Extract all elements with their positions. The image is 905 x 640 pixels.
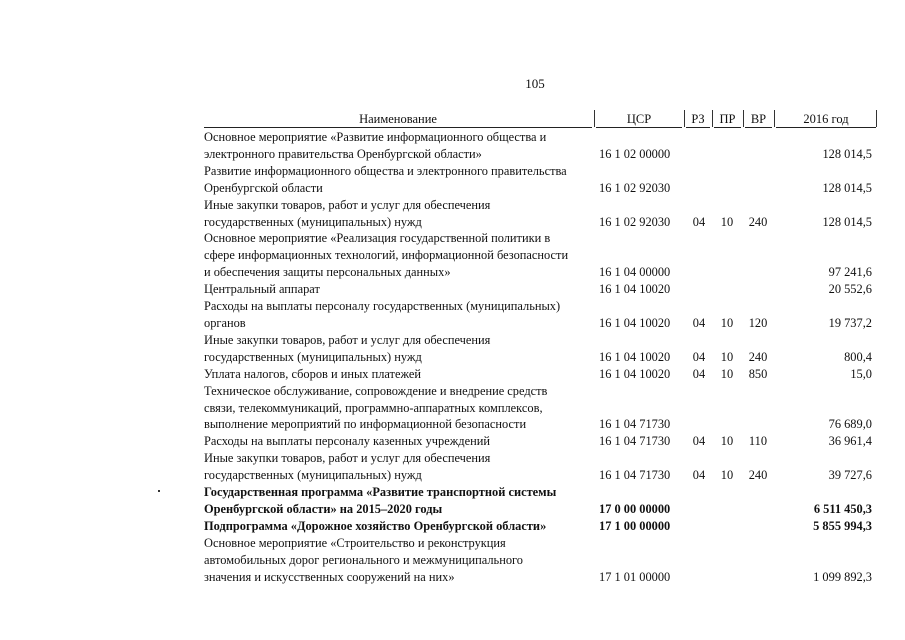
row-name bbox=[204, 484, 589, 518]
row-amount: 128 014,5 bbox=[822, 180, 872, 195]
row-pr: 10 bbox=[720, 434, 734, 449]
row-name-line: органов bbox=[204, 315, 246, 330]
row-name bbox=[204, 383, 589, 434]
row-csr: 16 1 04 10020 bbox=[599, 366, 671, 381]
row-csr: 16 1 04 71730 bbox=[599, 434, 671, 449]
header-divider bbox=[774, 110, 775, 127]
row-csr: 16 1 04 00000 bbox=[599, 265, 671, 280]
row-csr: 16 1 02 00000 bbox=[599, 146, 671, 161]
row-vr: 240 bbox=[748, 349, 768, 364]
row-pr: 10 bbox=[720, 468, 734, 483]
table-row bbox=[204, 450, 884, 484]
row-name-line: Иные закупки товаров, работ и услуг для обеспечения bbox=[204, 197, 491, 212]
row-amount: 76 689,0 bbox=[828, 417, 872, 432]
table-row bbox=[204, 383, 884, 434]
row-name-line: Расходы на выплаты персоналу государственных (муниципальных) bbox=[204, 299, 561, 314]
row-amount: 39 727,6 bbox=[828, 468, 872, 483]
row-csr: 16 1 02 92030 bbox=[599, 180, 671, 195]
table-row bbox=[204, 535, 884, 586]
table-row bbox=[204, 281, 884, 298]
row-rz: 04 bbox=[692, 349, 706, 364]
row-name-line: Расходы на выплаты персоналу казенных учреждений bbox=[204, 434, 490, 449]
row-name bbox=[204, 298, 589, 332]
table-row bbox=[204, 230, 884, 281]
header-year: 2016 год bbox=[776, 108, 876, 128]
header-divider bbox=[712, 110, 713, 127]
row-pr: 10 bbox=[720, 315, 734, 330]
row-name bbox=[204, 129, 589, 163]
row-vr: 240 bbox=[748, 214, 768, 229]
table-row bbox=[204, 298, 884, 332]
row-amount: 6 511 450,3 bbox=[813, 501, 872, 516]
row-csr: 17 0 00 00000 bbox=[599, 501, 671, 516]
row-name-line: значения и искусственных сооружений на них» bbox=[204, 569, 455, 584]
row-name-line: выполнение мероприятий по информационной безопасности bbox=[204, 417, 527, 432]
row-name-line: связи, телекоммуникаций, программно-аппаратных комплексов, bbox=[204, 400, 543, 415]
scan-speck bbox=[158, 490, 160, 492]
row-name-line: автомобильных дорог регионального и межмуниципального bbox=[204, 552, 524, 567]
table-body bbox=[204, 129, 884, 585]
row-csr: 16 1 02 92030 bbox=[599, 214, 671, 229]
row-pr: 10 bbox=[720, 349, 734, 364]
row-name-line: Основное мероприятие «Реализация государственной политики в bbox=[204, 231, 551, 246]
row-csr: 17 1 01 00000 bbox=[599, 569, 671, 584]
page-number: 105 bbox=[525, 76, 545, 91]
row-amount: 15,0 bbox=[850, 366, 872, 381]
row-vr: 120 bbox=[748, 315, 768, 330]
row-name bbox=[204, 332, 589, 366]
row-csr: 16 1 04 10020 bbox=[599, 349, 671, 364]
row-name-line: государственных (муниципальных) нужд bbox=[204, 349, 422, 364]
table-header bbox=[204, 108, 877, 128]
row-name-line: Основное мероприятие «Строительство и реконструкция bbox=[204, 535, 506, 550]
row-name bbox=[204, 433, 589, 450]
row-amount: 1 099 892,3 bbox=[813, 569, 872, 584]
row-name-line: сфере информационных технологий, информационной безопасности bbox=[204, 248, 569, 263]
row-name-line: государственных (муниципальных) нужд bbox=[204, 468, 422, 483]
row-name-line: Уплата налогов, сборов и иных платежей bbox=[204, 366, 422, 381]
row-name-line: и обеспечения защиты персональных данных» bbox=[204, 265, 451, 280]
header-divider bbox=[684, 110, 685, 127]
row-vr: 240 bbox=[748, 468, 768, 483]
row-name-line: государственных (муниципальных) нужд bbox=[204, 214, 422, 229]
row-name bbox=[204, 535, 589, 586]
row-csr: 16 1 04 71730 bbox=[599, 417, 671, 432]
row-amount: 128 014,5 bbox=[822, 214, 872, 229]
row-name-line: Оренбургской области bbox=[204, 180, 323, 195]
row-name-line: Иные закупки товаров, работ и услуг для обеспечения bbox=[204, 332, 491, 347]
row-amount: 19 737,2 bbox=[828, 315, 872, 330]
header-divider bbox=[876, 110, 877, 127]
row-pr: 10 bbox=[720, 214, 734, 229]
row-name-line: Развитие информационного общества и электронного правительства bbox=[204, 163, 567, 178]
row-csr: 17 1 00 00000 bbox=[599, 518, 671, 533]
row-csr: 16 1 04 10020 bbox=[599, 282, 671, 297]
row-name-line: Центральный аппарат bbox=[204, 282, 320, 297]
header-csr: ЦСР bbox=[596, 108, 682, 128]
row-csr: 16 1 04 71730 bbox=[599, 468, 671, 483]
row-name bbox=[204, 197, 589, 231]
row-pr: 10 bbox=[720, 366, 734, 381]
table-row bbox=[204, 433, 884, 450]
row-name-line: Техническое обслуживание, сопровождение и внедрение средств bbox=[204, 383, 548, 398]
row-name bbox=[204, 366, 589, 383]
row-name bbox=[204, 163, 589, 197]
table-row bbox=[204, 129, 884, 163]
table-row bbox=[204, 163, 884, 197]
row-amount: 20 552,6 bbox=[828, 282, 872, 297]
header-pr: ПР bbox=[714, 108, 741, 128]
row-name-line: Подпрограмма «Дорожное хозяйство Оренбургской области» bbox=[204, 518, 547, 533]
row-amount: 5 855 994,3 bbox=[813, 518, 872, 533]
row-amount: 97 241,6 bbox=[828, 265, 872, 280]
table-row bbox=[204, 197, 884, 231]
row-name bbox=[204, 450, 589, 484]
header-divider bbox=[743, 110, 744, 127]
row-rz: 04 bbox=[692, 315, 706, 330]
row-vr: 850 bbox=[748, 366, 768, 381]
row-name-line: Государственная программа «Развитие транспортной системы bbox=[204, 485, 557, 500]
header-vr: ВР bbox=[745, 108, 772, 128]
row-rz: 04 bbox=[692, 366, 706, 381]
row-rz: 04 bbox=[692, 434, 706, 449]
table-row bbox=[204, 332, 884, 366]
header-divider bbox=[594, 110, 595, 127]
table-row bbox=[204, 484, 884, 518]
row-rz: 04 bbox=[692, 214, 706, 229]
row-name bbox=[204, 230, 589, 281]
row-name-line: Оренбургской области» на 2015–2020 годы bbox=[204, 501, 443, 516]
row-rz: 04 bbox=[692, 468, 706, 483]
table-row bbox=[204, 366, 884, 383]
row-amount: 128 014,5 bbox=[822, 146, 872, 161]
row-name-line: Основное мероприятие «Развитие информационного общества и bbox=[204, 130, 547, 144]
header-rz: РЗ bbox=[686, 108, 710, 128]
table-row bbox=[204, 518, 884, 535]
row-name bbox=[204, 518, 589, 535]
row-amount: 800,4 bbox=[844, 349, 872, 364]
header-name: Наименование bbox=[204, 108, 592, 128]
row-name bbox=[204, 281, 589, 298]
row-vr: 110 bbox=[748, 434, 768, 449]
row-name-line: Иные закупки товаров, работ и услуг для обеспечения bbox=[204, 451, 491, 466]
row-csr: 16 1 04 10020 bbox=[599, 315, 671, 330]
row-name-line: электронного правительства Оренбургской области» bbox=[204, 146, 482, 161]
row-amount: 36 961,4 bbox=[828, 434, 872, 449]
